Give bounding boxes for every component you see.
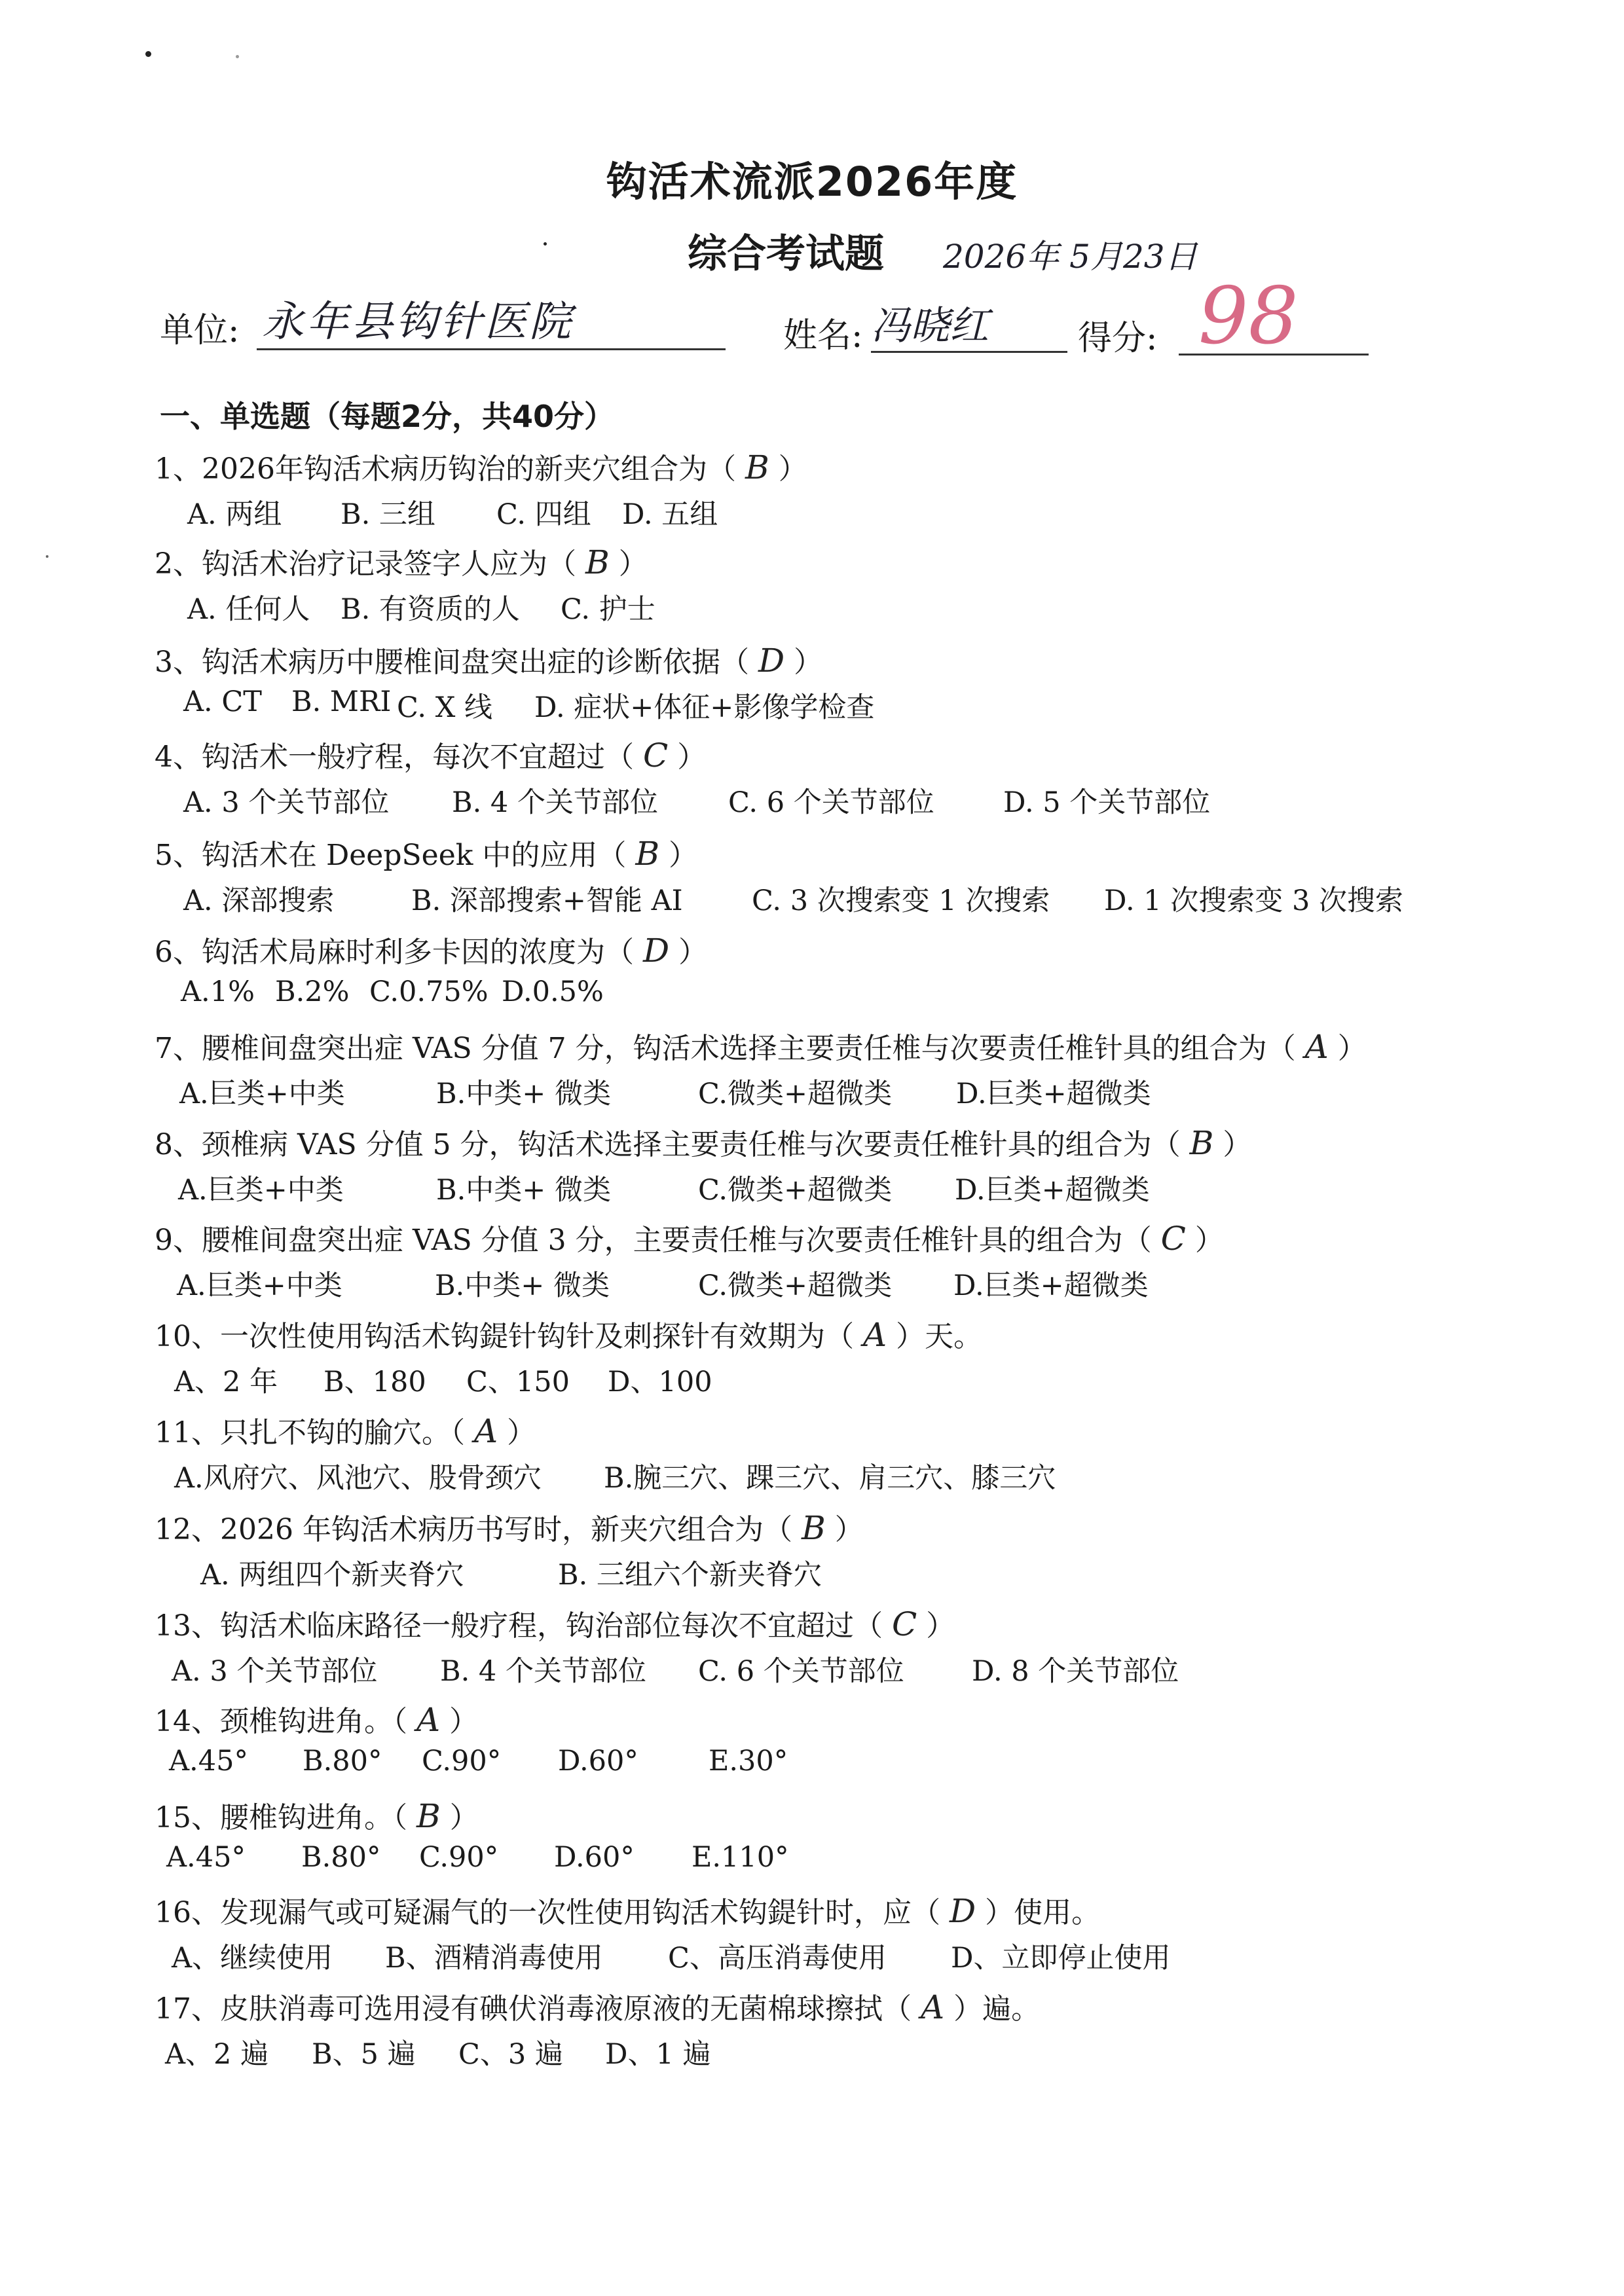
question-11 <box>155 1409 536 1451</box>
handwritten-answer: A <box>474 1412 498 1450</box>
option-d: D. 8 个关节部位 <box>972 1655 1179 1688</box>
handwritten-answer: B <box>585 543 610 581</box>
question-text: 钩活术在 DeepSeek 中的应用（ <box>202 839 627 872</box>
question-9 <box>155 1216 1224 1258</box>
option-d: D.60° <box>558 1745 638 1777</box>
question-text-end: ） <box>449 1705 479 1738</box>
score-value: 98 <box>1198 271 1299 362</box>
option-b: B.80° <box>303 1745 382 1777</box>
exam-title: 钩活术流派2026年度 <box>606 158 1018 206</box>
name-label: 姓名: <box>783 316 863 355</box>
option-b: B. 三组六个新夹脊穴 <box>558 1559 822 1592</box>
option-c: C.微类+超微类 <box>698 1269 893 1302</box>
option-d: D、立即停止使用 <box>951 1942 1171 1975</box>
handwritten-answer: D <box>758 642 785 680</box>
question-text-end: ） <box>507 1416 536 1449</box>
question-10 <box>155 1313 982 1355</box>
question-text: 钩活术病历中腰椎间盘突出症的诊断依据（ <box>202 646 749 679</box>
option-a: A.巨类+中类 <box>177 1269 342 1302</box>
option-b: B、180 <box>323 1366 426 1398</box>
question-text: 只扎不钩的腧穴。（ <box>220 1416 465 1449</box>
score-label: 得分: <box>1078 319 1158 358</box>
handwritten-answer: B <box>635 835 660 873</box>
option-b: B.80° <box>301 1841 381 1874</box>
option-c: C、3 遍 <box>458 2038 563 2071</box>
question-text-end: ） <box>669 839 698 872</box>
handwritten-answer: C <box>643 737 669 774</box>
question-number: 15、 <box>155 1801 220 1834</box>
question-text: 颈椎钩进角。（ <box>220 1705 407 1738</box>
question-text-end: ） <box>449 1801 479 1834</box>
question-text-end: ） <box>834 1513 864 1546</box>
question-8 <box>155 1121 1251 1163</box>
option-c: C. 6 个关节部位 <box>728 786 934 819</box>
question-number: 14、 <box>155 1705 220 1738</box>
question-4 <box>155 733 706 775</box>
question-text-end: ）遍。 <box>953 1992 1041 2026</box>
question-14 <box>155 1698 478 1740</box>
question-number: 3、 <box>155 646 202 679</box>
handwritten-answer: D <box>950 1892 976 1930</box>
question-2 <box>155 540 648 582</box>
handwritten-answer: B <box>1189 1124 1214 1162</box>
question-text-end: ） <box>794 646 823 679</box>
option-c: C.90° <box>422 1745 502 1777</box>
handwritten-answer: A <box>416 1701 441 1739</box>
question-text-end: ）天。 <box>896 1320 983 1353</box>
question-1 <box>155 445 807 487</box>
option-c: C.微类+超微类 <box>698 1078 893 1110</box>
question-text-end: ） <box>778 452 807 486</box>
question-text: 钩活术局麻时利多卡因的浓度为（ <box>202 936 634 969</box>
handwritten-answer: B <box>416 1797 441 1835</box>
question-number: 6、 <box>155 936 202 969</box>
option-a: A.风府穴、风池穴、股骨颈穴 <box>174 1462 542 1495</box>
question-number: 13、 <box>155 1609 220 1643</box>
question-number: 11、 <box>155 1416 220 1449</box>
option-a: A.巨类+中类 <box>179 1078 345 1110</box>
question-number: 8、 <box>155 1128 202 1161</box>
option-d: D、1 遍 <box>605 2038 711 2071</box>
option-a: A.45° <box>166 1841 246 1874</box>
option-a: A.1% <box>181 975 255 1008</box>
option-a: A. CT <box>183 685 262 718</box>
option-b: B.中类+ 微类 <box>435 1269 610 1302</box>
question-text: 钩活术一般疗程，每次不宜超过（ <box>202 740 634 774</box>
handwritten-answer: C <box>892 1605 917 1643</box>
option-d: D.60° <box>554 1841 635 1874</box>
question-text-end: ） <box>1337 1032 1367 1065</box>
question-3 <box>155 638 822 680</box>
question-text: 腰椎钩进角。（ <box>220 1801 407 1834</box>
option-a: A.45° <box>169 1745 248 1777</box>
option-b: B. 深部搜索+智能 AI <box>411 884 683 917</box>
question-5 <box>155 831 697 873</box>
question-text: 发现漏气或可疑漏气的一次性使用钩活术钩鍉针时，应（ <box>220 1896 940 1929</box>
option-c: C. 3 次搜索变 1 次搜索 <box>752 884 1050 917</box>
handwritten-answer: B <box>745 448 769 486</box>
question-16 <box>155 1889 1100 1931</box>
option-a: A. 两组四个新夹脊穴 <box>200 1559 464 1592</box>
question-number: 5、 <box>155 839 202 872</box>
option-c: C. 6 个关节部位 <box>698 1655 904 1688</box>
option-a: A、继续使用 <box>172 1942 333 1975</box>
question-text: 2026年钩活术病历钩治的新夹穴组合为（ <box>202 452 736 486</box>
option-d: D.巨类+超微类 <box>956 1078 1151 1110</box>
option-b: B.中类+ 微类 <box>436 1078 611 1110</box>
question-text-end: ） <box>678 936 708 969</box>
handwritten-answer: C <box>1160 1220 1186 1258</box>
unit-label: 单位: <box>160 311 240 350</box>
option-d: D.巨类+超微类 <box>955 1174 1150 1207</box>
question-text: 颈椎病 VAS 分值 5 分，钩活术选择主要责任椎与次要责任椎针具的组合为（ <box>202 1128 1181 1161</box>
option-a: A. 3 个关节部位 <box>183 786 390 819</box>
question-15 <box>155 1794 479 1836</box>
question-text-end: ） <box>926 1609 955 1643</box>
question-text-end: ） <box>677 740 707 774</box>
option-d: D. 症状+体征+影像学检查 <box>534 691 875 724</box>
option-b: B.腕三穴、踝三穴、肩三穴、膝三穴 <box>604 1462 1056 1495</box>
question-number: 4、 <box>155 740 202 774</box>
option-b: B. 4 个关节部位 <box>452 786 658 819</box>
option-b: B. 三组 <box>341 498 435 531</box>
handwritten-answer: A <box>1304 1028 1329 1066</box>
question-text: 2026 年钩活术病历书写时，新夹穴组合为（ <box>220 1513 792 1546</box>
section-title: 一、单选题（每题2分，共40分） <box>160 399 615 434</box>
option-c: C.90° <box>419 1841 499 1874</box>
option-b: B. 有资质的人 <box>341 593 520 626</box>
option-d: D. 五组 <box>622 498 718 531</box>
question-text: 钩活术临床路径一般疗程，钩治部位每次不宜超过（ <box>220 1609 883 1643</box>
option-c: C.0.75% <box>369 975 489 1008</box>
option-b: B.中类+ 微类 <box>436 1174 611 1207</box>
exam-date: 2026年 5月23日 <box>943 238 1198 276</box>
option-b: B.2% <box>275 975 350 1008</box>
option-a: A.巨类+中类 <box>178 1174 344 1207</box>
question-number: 12、 <box>155 1513 220 1546</box>
option-a: A、2 遍 <box>165 2038 269 2071</box>
exam-subtitle: 综合考试题 <box>688 231 884 277</box>
option-a: A、2 年 <box>174 1366 278 1398</box>
option-d: D.巨类+超微类 <box>953 1269 1149 1302</box>
question-13 <box>155 1602 955 1644</box>
option-c: C.微类+超微类 <box>698 1174 893 1207</box>
question-number: 16、 <box>155 1896 220 1929</box>
question-number: 7、 <box>155 1032 202 1065</box>
question-text-end: ） <box>618 547 648 581</box>
option-b: B、酒精消毒使用 <box>385 1942 603 1975</box>
question-number: 2、 <box>155 547 202 581</box>
question-text-end: ） <box>1223 1128 1252 1161</box>
option-b: B. MRI <box>291 685 392 718</box>
name-value: 冯晓红 <box>871 303 989 349</box>
question-text: 腰椎间盘突出症 VAS 分值 7 分，钩活术选择主要责任椎与次要责任椎针具的组合为（ <box>202 1032 1296 1065</box>
question-text-end: ）使用。 <box>985 1896 1101 1929</box>
handwritten-answer: A <box>863 1316 887 1354</box>
option-d: D、100 <box>608 1366 712 1398</box>
handwritten-answer: D <box>643 932 670 970</box>
option-d: D. 1 次搜索变 3 次搜索 <box>1104 884 1404 917</box>
option-c: C、高压消毒使用 <box>668 1942 887 1975</box>
question-6 <box>155 928 707 970</box>
option-d: D.0.5% <box>502 975 604 1008</box>
option-c: C. X 线 <box>397 691 492 724</box>
option-a: A. 深部搜索 <box>183 884 335 917</box>
handwritten-answer: B <box>801 1509 826 1547</box>
question-number: 10、 <box>155 1320 220 1353</box>
question-number: 9、 <box>155 1224 202 1257</box>
question-text: 钩活术治疗记录签字人应为（ <box>202 547 576 581</box>
question-text-end: ） <box>1194 1224 1224 1257</box>
question-number: 1、 <box>155 452 202 486</box>
option-a: A. 任何人 <box>187 593 310 626</box>
handwritten-answer: A <box>921 1988 945 2026</box>
question-17 <box>155 1985 1040 2027</box>
unit-value: 永年县钩针医院 <box>262 298 574 346</box>
option-c: C. 护士 <box>561 593 655 626</box>
option-e: E.110° <box>692 1841 789 1874</box>
option-a: A. 两组 <box>187 498 282 531</box>
option-b: B. 4 个关节部位 <box>440 1655 646 1688</box>
option-c: C. 四组 <box>496 498 591 531</box>
question-text: 一次性使用钩活术钩鍉针钩针及刺探针有效期为（ <box>220 1320 854 1353</box>
option-b: B、5 遍 <box>312 2038 416 2071</box>
option-d: D. 5 个关节部位 <box>1003 786 1211 819</box>
question-text: 皮肤消毒可选用浸有碘伏消毒液原液的无菌棉球擦拭（ <box>220 1992 912 2026</box>
option-e: E.30° <box>709 1745 788 1777</box>
question-12 <box>155 1506 864 1548</box>
option-a: A. 3 个关节部位 <box>172 1655 378 1688</box>
question-7 <box>155 1025 1367 1066</box>
option-c: C、150 <box>466 1366 570 1398</box>
question-text: 腰椎间盘突出症 VAS 分值 3 分，主要责任椎与次要责任椎针具的组合为（ <box>202 1224 1152 1257</box>
question-number: 17、 <box>155 1992 220 2026</box>
